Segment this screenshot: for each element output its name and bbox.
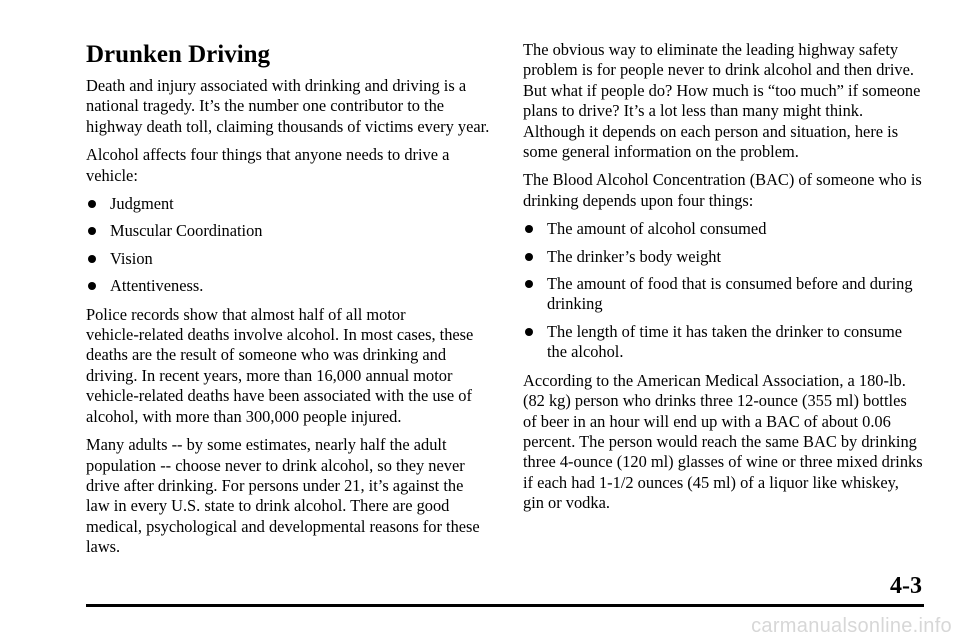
bullet-icon <box>88 227 96 235</box>
bullet-icon <box>88 282 96 290</box>
alcohol-effects-paragraph: Alcohol affects four things that anyone needs to drive a vehicle: <box>86 145 450 185</box>
list-item: The amount of alcohol consumed <box>523 219 923 239</box>
list-item: The length of time it has taken the drinker to consume the alcohol. <box>523 322 923 363</box>
list-item: Vision <box>86 249 490 269</box>
page-number: 4-3 <box>890 573 922 599</box>
ama-paragraph: According to the American Medical Association, a 180‑lb. (82 kg) person who drinks three 12‑ounce (355 ml) bottles of beer in an hour will end up with a BAC of about 0.06 percent. The person would reach the same BAC by drinking three 4‑ounce (120 ml) glasses of wine or three mixed drinks if each had 1‑1/2 ounces (45 ml) of a liquor like whiskey, gin or vodka. <box>523 370 923 513</box>
police-records-paragraph: Police records show that almost half of all motor vehicle‑related deaths involve alcohol. In most cases, these deaths are the result of someone who was drinking and driving. In recent years, more than 16,000 annual motor vehicle‑related deaths have been associated with the use of alcohol, with more than 300,000 people injured. <box>86 304 474 426</box>
list-item: Muscular Coordination <box>86 221 490 241</box>
bac-factors-list <box>523 219 923 362</box>
page-title: Drunken Driving <box>86 41 271 68</box>
adults-paragraph: Many adults ‑‑ by some estimates, nearly half the adult population ‑‑ choose never to drink alcohol, so they never drive after drinking. For persons under 21, it’s against the law in every U.S. state to drink alcohol. There are good medical, psychological and developmental reasons for these laws. <box>86 435 480 557</box>
footer-rule <box>86 604 924 607</box>
right-column <box>523 40 923 522</box>
intro-paragraph: Death and injury associated with drinking and driving is a national tragedy. It’s the number one contributor to the highway death toll, claiming thousands of victims every year. <box>86 76 490 136</box>
watermark: carmanualsonline.info <box>751 615 952 637</box>
bac-intro-paragraph: The Blood Alcohol Concentration (BAC) of someone who is drinking depends upon four things: <box>523 170 922 210</box>
bullet-icon <box>88 255 96 263</box>
alcohol-effects-list <box>86 194 490 297</box>
list-item: The drinker’s body weight <box>523 247 923 267</box>
obvious-way-paragraph: The obvious way to eliminate the leading highway safety problem is for people never to drink alcohol and then drive. But what if people do? How much is “too much” if someone plans to drive? It’s a lot less than many might think. Although it depends on each person and situation, here is some general information on the problem. <box>523 40 921 162</box>
bullet-icon <box>525 280 533 288</box>
list-item: Attentiveness. <box>86 276 490 296</box>
list-item: Judgment <box>86 194 490 214</box>
left-column <box>86 40 490 566</box>
list-item: The amount of food that is consumed before and during drinking <box>523 274 923 315</box>
bullet-icon <box>525 328 533 336</box>
bullet-icon <box>525 253 533 261</box>
bullet-icon <box>525 225 533 233</box>
bullet-icon <box>88 200 96 208</box>
